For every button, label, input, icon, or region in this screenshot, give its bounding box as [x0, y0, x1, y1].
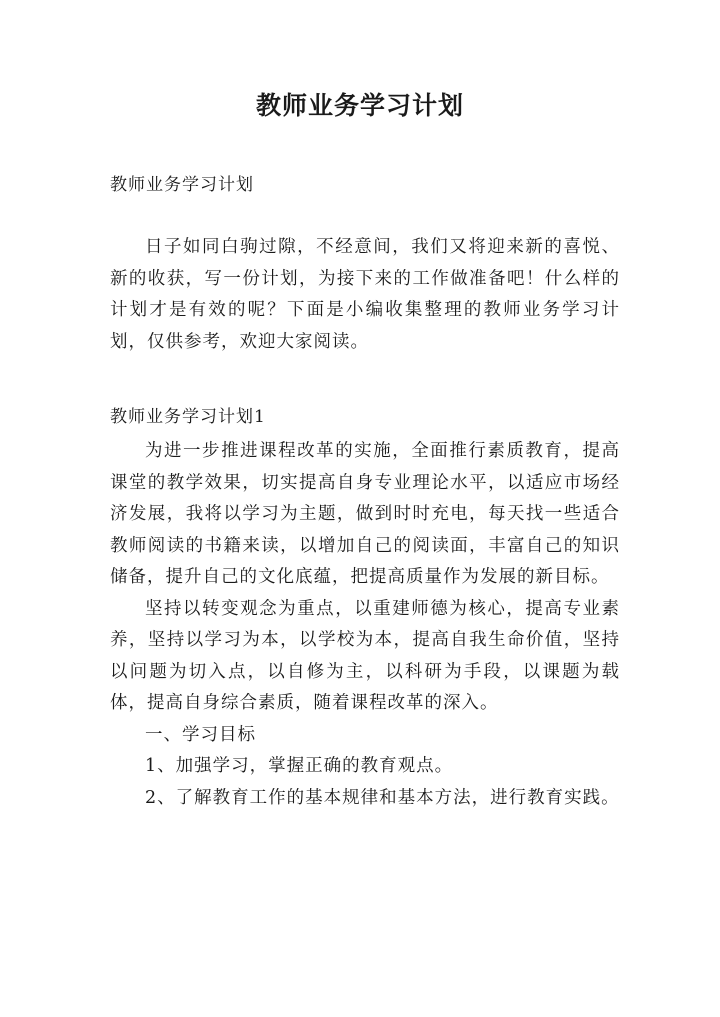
intro-paragraph: 日子如同白驹过隙，不经意间，我们又将迎来新的喜悦、新的收获，写一份计划，为接下来的工作做准备吧！什么样的计划才是有效的呢？下面是小编收集整理的教师业务学习计划，仅供参考，欢迎大家阅读。 — [110, 237, 620, 352]
paragraph-goals-heading: 一、学习目标 — [145, 724, 256, 745]
section-heading: 教师业务学习计划1 — [110, 407, 266, 427]
document-title: 教师业务学习计划 — [255, 91, 464, 120]
paragraph-goal-1: 1、加强学习，掌握正确的教育观点。 — [145, 756, 454, 776]
intro-block — [110, 232, 620, 358]
paragraph-1: 为进一步推进课程改革的实施，全面推行素质教育，提高课堂的教学效果，切实提高自身专业理论水平，以适应市场经济发展，我将以学习为主题，做到时时充电，每天找一些适合教师阅读的书籍来读，以增加自己的阅读面，丰富自己的知识储备，提升自己的文化底蕴，把提高质量作为发展的新目标。 — [110, 441, 620, 587]
content-block — [110, 436, 620, 814]
paragraph-goal-2: 2、了解教育工作的基本规律和基本方法，进行教育实践。 — [145, 787, 620, 808]
paragraph-2: 坚持以转变观念为重点，以重建师德为核心，提高专业素养，坚持以学习为本，以学校为本，提高自我生命价值，坚持以问题为切入点，以自修为主，以科研为手段，以课题为载体，提高自身综合素质，随着课程改革的深入。 — [110, 598, 620, 713]
document-subtitle: 教师业务学习计划 — [110, 175, 254, 195]
